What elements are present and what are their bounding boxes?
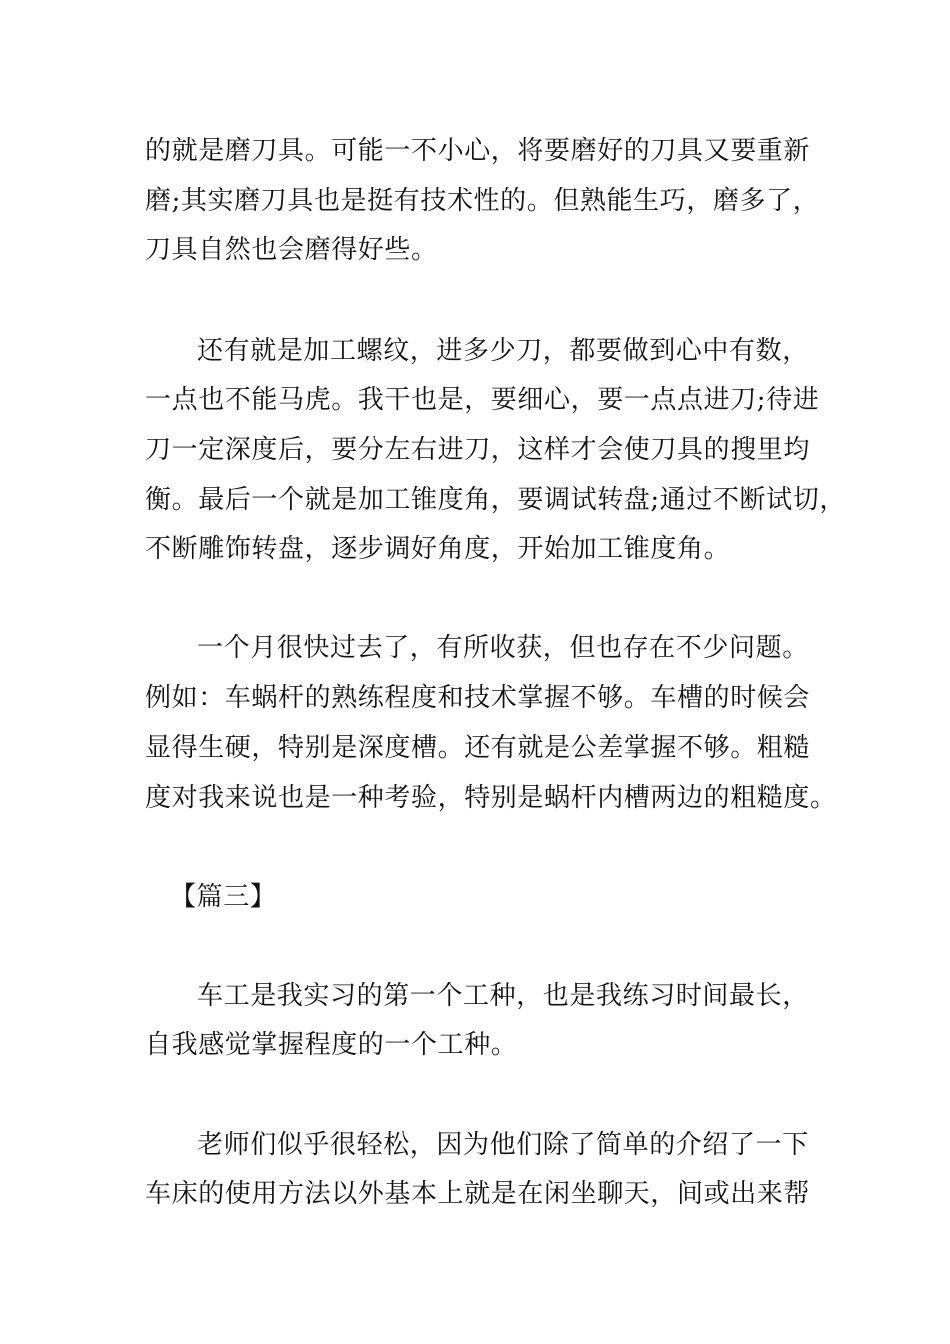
- paragraph-1-line-2: 磨;其实磨刀具也是挺有技术性的。但熟能生巧，磨多了，: [145, 186, 820, 216]
- paragraph-2-line-1: 还有就是加工螺纹，进多少刀，都要做到心中有数，: [197, 336, 809, 366]
- paragraph-2-line-4: 衡。最后一个就是加工锥度角，要调试转盘;通过不断试切，: [145, 485, 846, 515]
- paragraph-4-line-1: 车工是我实习的第一个工种，也是我练习时间最长，: [197, 981, 809, 1011]
- paragraph-3-line-2: 例如：车蜗杆的熟练程度和技术掌握不够。车槽的时候会: [145, 683, 811, 713]
- paragraph-5-line-1: 老师们似乎很轻松，因为他们除了简单的介绍了一下: [197, 1130, 809, 1160]
- paragraph-3-line-3: 显得生硬，特别是深度槽。还有就是公差掌握不够。粗糙: [145, 733, 811, 763]
- paragraph-1-line-3: 刀具自然也会磨得好些。: [145, 235, 438, 265]
- paragraph-3-line-1: 一个月很快过去了，有所收获，但也存在不少问题。: [197, 633, 809, 663]
- paragraph-1-line-1: 的就是磨刀具。可能一不小心，将要磨好的刀具又要重新: [145, 136, 811, 166]
- paragraph-5-line-2: 车床的使用方法以外基本上就是在闲坐聊天，间或出来帮: [145, 1179, 811, 1209]
- paragraph-2-line-2: 一点也不能马虎。我干也是，要细心，要一点点进刀;待进: [145, 385, 820, 415]
- paragraph-2-line-3: 刀一定深度后，要分左右进刀，这样才会使刀具的搜里均: [145, 435, 811, 465]
- paragraph-2-line-5: 不断雕饰转盘，逐步调好角度，开始加工锥度角。: [145, 534, 731, 564]
- paragraph-4-line-2: 自我感觉掌握程度的一个工种。: [145, 1030, 518, 1060]
- section-heading: 【篇三】: [170, 882, 277, 912]
- paragraph-3-line-4: 度对我来说也是一种考验，特别是蜗杆内槽两边的粗糙度。: [145, 783, 837, 813]
